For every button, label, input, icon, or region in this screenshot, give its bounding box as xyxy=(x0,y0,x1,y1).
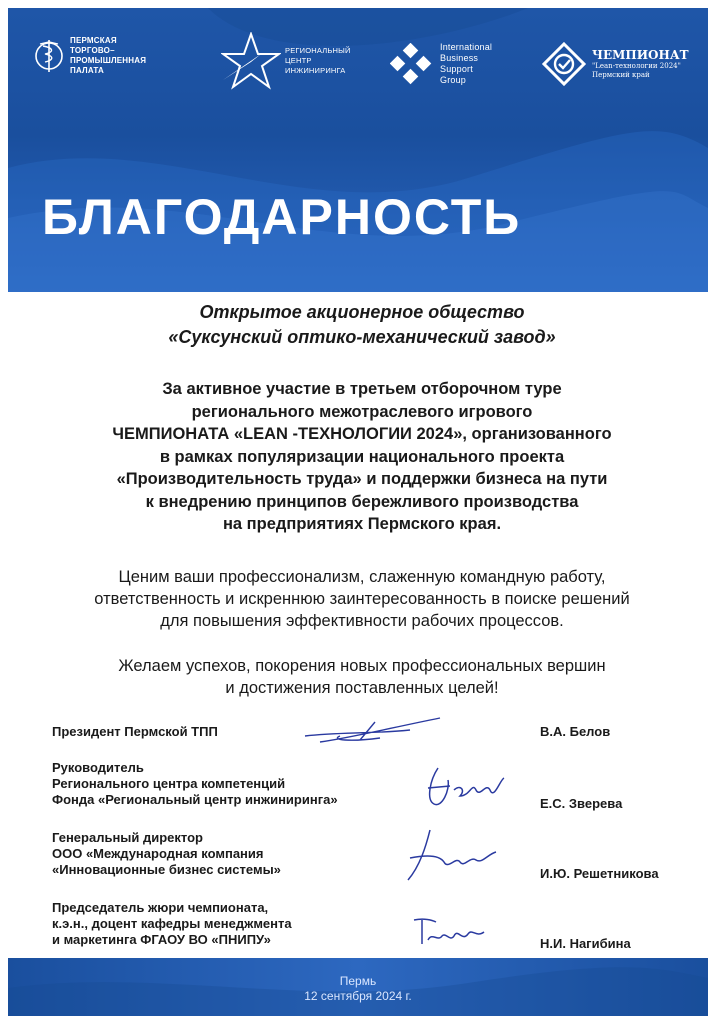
organization-name xyxy=(0,300,724,350)
reason-line: в рамках популяризации национального проекта xyxy=(159,447,565,466)
role-line: Регионального центра компетенций xyxy=(52,776,286,791)
caduceus-icon xyxy=(34,36,64,76)
signatory-role xyxy=(52,760,338,808)
signature-nagibina xyxy=(410,912,490,952)
ibsg-line4: Group xyxy=(440,75,467,85)
tpp-line2: ТОРГОВО–ПРОМЫШЛЕННАЯ xyxy=(70,46,147,65)
reason-line: ЧЕМПИОНАТА «LEAN -ТЕХНОЛОГИИ 2024», организованного xyxy=(112,425,612,443)
reason-line: к внедрению принципов бережливого производства xyxy=(145,492,579,511)
role-line: к.э.н., доцент кафедры менеджмента xyxy=(52,916,292,931)
role-line: ООО «Международная компания xyxy=(52,846,264,861)
champ-line2: "Lean-технологии 2024" xyxy=(592,62,681,70)
role-line: «Инновационные бизнес системы» xyxy=(52,862,281,877)
wishes-line: и достижения поставленных целей! xyxy=(225,679,499,697)
champ-line3: Пермский край xyxy=(592,71,650,79)
signature-belov xyxy=(300,712,450,748)
appreciation-paragraph xyxy=(0,566,724,632)
wishes-line: Желаем успехов, покорения новых профессиональных вершин xyxy=(118,657,606,675)
signatory-name: В.А. Белов xyxy=(540,724,611,739)
championship-emblem-icon xyxy=(542,42,586,86)
footer-date: 12 сентября 2024 г. xyxy=(304,989,412,1003)
star-icon xyxy=(221,32,281,90)
signatory-role xyxy=(52,830,281,878)
role-line: Председатель жюри чемпионата, xyxy=(52,900,269,915)
document-title: БЛАГОДАРНОСТЬ xyxy=(42,189,522,245)
rci-logo xyxy=(221,32,375,90)
footer-banner xyxy=(8,958,708,1016)
ibsg-line1: International xyxy=(440,42,493,52)
reason-paragraph xyxy=(0,378,724,536)
signature-reshetnikova xyxy=(400,826,500,886)
rci-line1: РЕГИОНАЛЬНЫЙ xyxy=(285,46,351,55)
role-line: Фонда «Региональный центр инжиниринга» xyxy=(52,792,338,807)
appreciation-line: для повышения эффективности рабочих процессов. xyxy=(160,612,564,630)
signatory-role xyxy=(52,724,218,740)
champ-line1: ЧЕМПИОНАТ xyxy=(592,48,689,62)
role-line: Генеральный директор xyxy=(52,830,203,845)
reason-line: на предприятиях Пермского края. xyxy=(222,515,502,533)
signature-zvereva xyxy=(420,760,510,812)
organization-line2: «Суксунский оптико-механический завод» xyxy=(168,327,556,347)
ibsg-line2: Business xyxy=(440,53,479,63)
ibsg-logo xyxy=(390,42,492,86)
tpp-line3: ПАЛАТА xyxy=(70,66,104,75)
header-banner xyxy=(8,8,708,292)
championship-logo xyxy=(542,42,689,86)
rci-line3: ИНЖИНИРИНГА xyxy=(285,66,346,75)
reason-line: За активное участие в третьем отборочном туре xyxy=(162,380,562,398)
role-line: и маркетинга ФГАОУ ВО «ПНИПУ» xyxy=(52,932,271,947)
ibsg-line3: Support xyxy=(440,64,473,74)
organization-line1: Открытое акционерное общество xyxy=(199,302,525,322)
role-line: Президент Пермской ТПП xyxy=(52,724,218,739)
tpp-logo xyxy=(34,36,190,76)
appreciation-line: ответственность и искреннюю заинтересованность в поиске решений xyxy=(94,590,630,608)
cubes-icon xyxy=(390,43,432,85)
signatory-name: И.Ю. Решетникова xyxy=(540,866,659,881)
tpp-line1: ПЕРМСКАЯ xyxy=(70,36,117,45)
reason-line: «Производительность труда» и поддержки бизнеса на пути xyxy=(116,470,608,488)
rci-line2: ЦЕНТР xyxy=(285,56,312,65)
signatory-name: Н.И. Нагибина xyxy=(540,936,631,951)
signatory-role xyxy=(52,900,292,948)
appreciation-line: Ценим ваши профессионализм, слаженную командную работу, xyxy=(118,568,606,586)
wishes-paragraph xyxy=(0,655,724,699)
signatory-name: Е.С. Зверева xyxy=(540,796,623,811)
reason-line: регионального межотраслевого игрового xyxy=(191,402,533,421)
role-line: Руководитель xyxy=(52,760,144,775)
footer-city: Пермь xyxy=(339,974,377,988)
